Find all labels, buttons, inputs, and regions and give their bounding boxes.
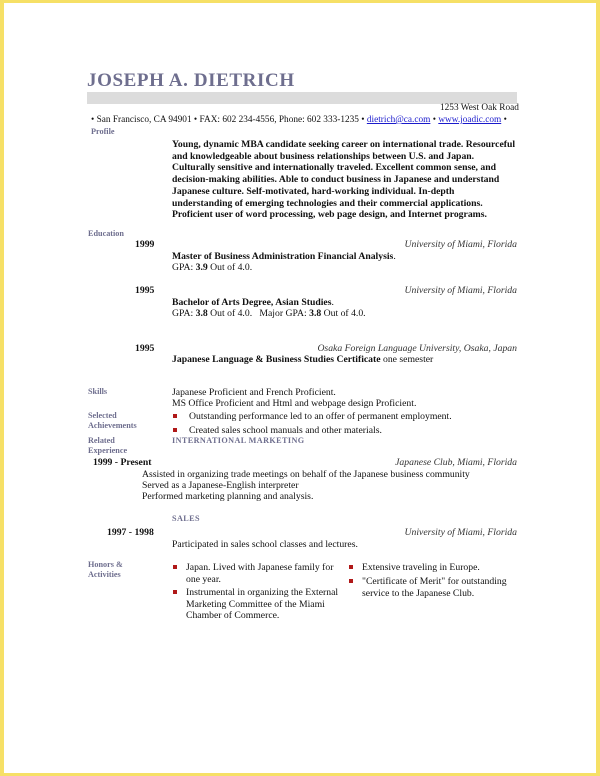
degree-title: Bachelor of Arts Degree, Asian Studies: [172, 297, 332, 308]
achievement-item: Created sales school manuals and other materials.: [189, 425, 382, 436]
experience-line: Served as a Japanese-English interpreter: [142, 480, 299, 491]
skill-line: MS Office Proficient and Html and webpage design Proficient.: [172, 398, 417, 409]
profile-summary: Young, dynamic MBA candidate seeking career on international trade. Resourceful and knowledgeable about business relationships between U.S. and Japan. Culturally sensitive and internationally traveled. Excellent common sense, and decision-making abilities. Able to conduct business in Japanese and understand Japanese culture. Self-motivated, hard-working individual. In-depth understanding of emerging technologies and their commercial applications. Proficient user of word processing, web page design, and Internet programs.: [172, 139, 516, 221]
experience-line: Participated in sales school classes and lectures.: [172, 539, 358, 550]
section-label-experience: [88, 436, 127, 456]
contact-line: [91, 115, 507, 125]
bullet-square: [173, 414, 177, 418]
major-gpa-scale: Out of 4.0.: [321, 308, 366, 319]
contact-trailing-bullet: •: [503, 115, 507, 125]
address-line: 1253 West Oak Road: [440, 103, 519, 113]
education-year: 1999: [135, 239, 155, 250]
education-degree: [172, 251, 396, 263]
candidate-name: JOSEPH A. DIETRICH: [87, 70, 295, 91]
gpa-label: GPA:: [172, 262, 196, 273]
degree-title: Master of Business Administration Financial Analysis: [172, 251, 394, 262]
gpa-label: GPA:: [172, 308, 196, 319]
contact-details: • San Francisco, CA 94901 • FAX: 602 234-4556, Phone: 602 333-1235 •: [91, 115, 365, 125]
label-line: Activities: [88, 570, 121, 579]
section-label-honors: [88, 560, 123, 580]
degree-tail: one semester: [380, 354, 434, 365]
gpa-scale: Out of 4.0.: [207, 262, 253, 273]
email-link[interactable]: dietrich@ca.com: [366, 115, 431, 125]
experience-line: Performed marketing planning and analysis.: [142, 491, 314, 502]
bullet-square: [173, 428, 177, 432]
skill-line: Japanese Proficient and French Proficient.: [172, 387, 336, 398]
section-label-skills: Skills: [88, 387, 108, 396]
major-gpa-value: 3.8: [309, 308, 322, 319]
education-year: 1995: [135, 285, 155, 296]
gpa-value: 3.8: [195, 308, 208, 319]
honor-item: Extensive traveling in Europe.: [362, 562, 480, 573]
degree-title: Japanese Language & Business Studies Certificate: [172, 354, 381, 365]
experience-heading: INTERNATIONAL MARKETING: [172, 436, 305, 445]
experience-period: 1999 - Present: [93, 457, 152, 468]
education-school: University of Miami, Florida: [404, 285, 517, 296]
gpa-value: 3.9: [195, 262, 208, 273]
degree-tail: .: [393, 251, 396, 262]
section-label-profile: Profile: [91, 127, 115, 136]
education-school: Osaka Foreign Language University, Osaka, Japan: [317, 343, 517, 354]
bullet-square: [173, 565, 177, 569]
section-label-education: Education: [88, 229, 124, 238]
section-label-achievements: [88, 411, 137, 431]
education-degree: [172, 297, 334, 309]
bullet-square: [349, 565, 353, 569]
honor-item: "Certificate of Merit" for outstanding service to the Japanese Club.: [362, 576, 507, 599]
experience-company: Japanese Club, Miami, Florida: [395, 457, 517, 468]
label-line: Achievements: [88, 421, 137, 430]
honor-item: Japan. Lived with Japanese family for one year.: [186, 562, 334, 585]
website-link[interactable]: www.joadic.com: [438, 115, 502, 125]
label-line: Honors &: [88, 560, 123, 569]
label-line: Experience: [88, 446, 128, 455]
bullet-square: [173, 590, 177, 594]
contact-separator: •: [432, 115, 436, 125]
education-degree: [172, 354, 433, 366]
experience-heading: SALES: [172, 514, 200, 523]
experience-period: 1997 - 1998: [107, 527, 154, 538]
resume-page: [4, 3, 596, 773]
experience-line: Assisted in organizing trade meetings on behalf of the Japanese business community: [142, 469, 470, 480]
label-line: Related: [88, 436, 115, 445]
education-school: University of Miami, Florida: [404, 239, 517, 250]
degree-tail: .: [331, 297, 334, 308]
education-gpa: [172, 262, 252, 274]
honor-item: Instrumental in organizing the External Marketing Committee of the Miami Chamber of Commerce.: [186, 587, 339, 622]
achievement-item: Outstanding performance led to an offer of permanent employment.: [189, 411, 452, 422]
bullet-square: [349, 579, 353, 583]
label-line: Selected: [88, 411, 117, 420]
education-year: 1995: [135, 343, 155, 354]
gpa-scale: Out of 4.0. Major GPA:: [207, 308, 310, 319]
experience-company: University of Miami, Florida: [404, 527, 517, 538]
education-gpa: [172, 308, 366, 320]
